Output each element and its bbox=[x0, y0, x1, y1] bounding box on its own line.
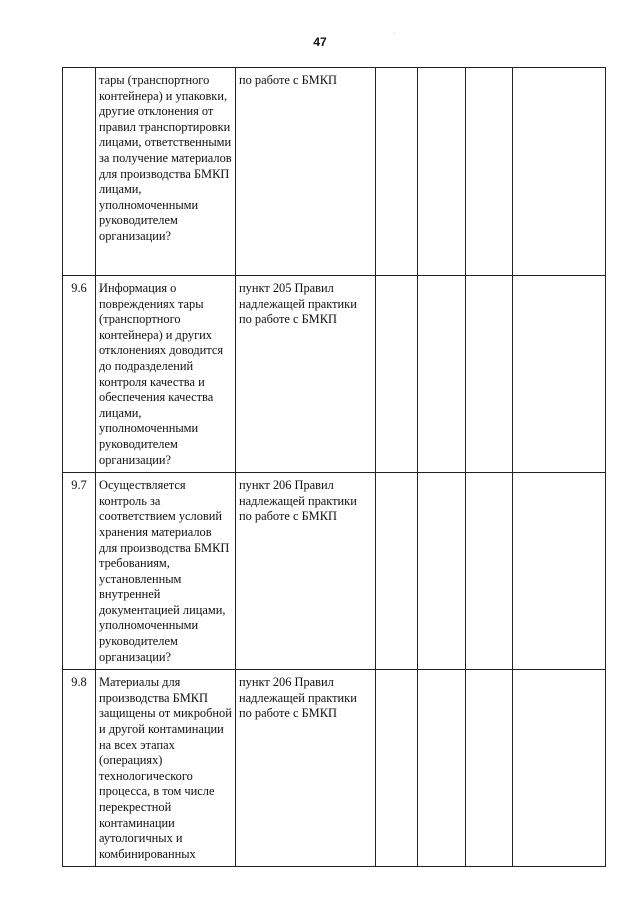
item-number: 9.8 bbox=[63, 670, 96, 867]
scan-mark: · bbox=[393, 31, 395, 37]
answer-yes-cell bbox=[376, 276, 418, 473]
legal-reference: по работе с БМКП bbox=[236, 68, 376, 276]
answer-na-cell bbox=[466, 68, 513, 276]
answer-na-cell bbox=[466, 670, 513, 867]
table-row bbox=[63, 276, 606, 473]
note-cell bbox=[513, 276, 606, 473]
answer-no-cell bbox=[418, 670, 466, 867]
requirement-text: тары (транспортного контейнера) и упаковки, другие отклонения от правил транспортировки лицами, ответственными за получение материалов для производства БМКП лицами, уполномоченными руководителем организации? bbox=[96, 68, 236, 276]
answer-no-cell bbox=[418, 276, 466, 473]
table-row bbox=[63, 473, 606, 670]
note-cell bbox=[513, 473, 606, 670]
note-cell bbox=[513, 68, 606, 276]
checklist-table bbox=[62, 67, 606, 867]
requirement-text: Осуществляется контроль за соответствием условий хранения материалов для производства БМКП требованиям, установленным внутренней документацией лицами, уполномоченными руководителем организации? bbox=[96, 473, 236, 670]
legal-reference: пункт 206 Правил надлежащей практики по работе с БМКП bbox=[236, 670, 376, 867]
requirement-text: Информация о повреждениях тары (транспортного контейнера) и других отклонениях доводится до подразделений контроля качества и обеспечения качества лицами, уполномоченными руководителем организации? bbox=[96, 276, 236, 473]
note-cell bbox=[513, 670, 606, 867]
page-number: 47 bbox=[313, 35, 327, 49]
answer-yes-cell bbox=[376, 670, 418, 867]
table-row bbox=[63, 670, 606, 867]
item-number: 9.7 bbox=[63, 473, 96, 670]
legal-reference: пункт 205 Правил надлежащей практики по работе с БМКП bbox=[236, 276, 376, 473]
answer-na-cell bbox=[466, 276, 513, 473]
answer-yes-cell bbox=[376, 473, 418, 670]
answer-no-cell bbox=[418, 68, 466, 276]
table-row bbox=[63, 68, 606, 276]
item-number: 9.6 bbox=[63, 276, 96, 473]
legal-reference: пункт 206 Правил надлежащей практики по работе с БМКП bbox=[236, 473, 376, 670]
requirement-text: Материалы для производства БМКП защищены от микробной и другой контаминации на всех этапах (операциях) технологического процесса, в том числе перекрестной контаминации аутологичных и комбинированных bbox=[96, 670, 236, 867]
answer-na-cell bbox=[466, 473, 513, 670]
answer-yes-cell bbox=[376, 68, 418, 276]
answer-no-cell bbox=[418, 473, 466, 670]
item-number bbox=[63, 68, 96, 276]
